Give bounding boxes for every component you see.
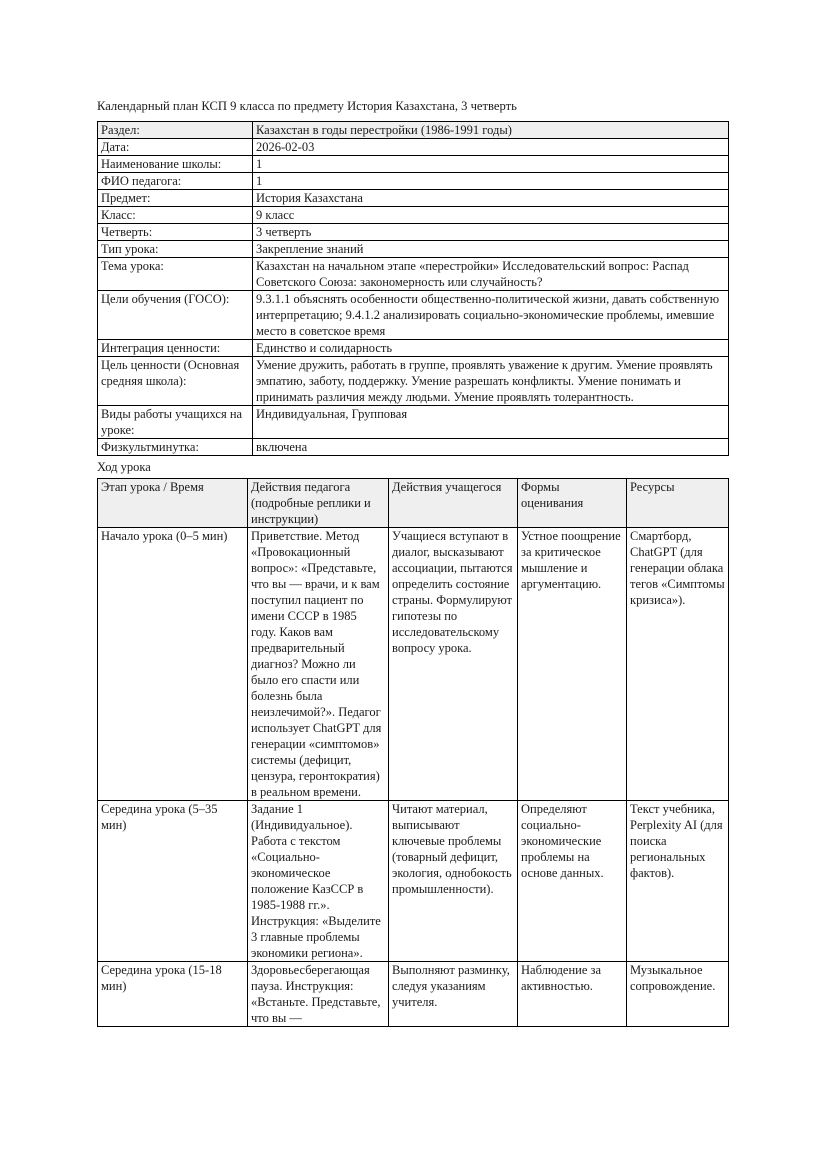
info-row-teacher [98, 173, 729, 190]
teacher-actions-cell: Здоровьесберегающая пауза. Инструкция: «Встаньте. Представьте, что вы — [248, 962, 389, 1027]
info-row-class [98, 207, 729, 224]
lesson-row-middle [98, 801, 729, 962]
info-label: Четверть: [98, 224, 253, 241]
page-title: Календарный план КСП 9 класса по предмету История Казахстана, 3 четверть [97, 99, 517, 113]
info-row-razdel [98, 122, 729, 139]
lesson-row-health-break [98, 962, 729, 1027]
info-row-subject [98, 190, 729, 207]
info-value: 3 четверть [253, 224, 729, 241]
student-actions-cell: Учащиеся вступают в диалог, высказывают ассоциации, пытаются определить состояние страны. Формулируют гипотезы по исследовательскому вопросу урока. [389, 528, 518, 801]
info-row-quarter [98, 224, 729, 241]
assessment-cell: Определяют социально-экономические проблемы на основе данных. [518, 801, 627, 962]
info-label: Цели обучения (ГОСО): [98, 291, 253, 340]
assessment-cell: Наблюдение за активностью. [518, 962, 627, 1027]
info-value: 2026-02-03 [253, 139, 729, 156]
info-value: Единство и солидарность [253, 340, 729, 357]
info-label: Раздел: [98, 122, 253, 139]
student-actions-cell: Выполняют разминку, следуя указаниям учителя. [389, 962, 518, 1027]
info-row-lesson-topic [98, 258, 729, 291]
info-label: Предмет: [98, 190, 253, 207]
column-header-resources: Ресурсы [627, 479, 729, 528]
info-row-values-integration [98, 340, 729, 357]
info-label: Наименование школы: [98, 156, 253, 173]
info-value: Казахстан в годы перестройки (1986-1991 годы) [253, 122, 729, 139]
info-label: Тема урока: [98, 258, 253, 291]
info-label: Дата: [98, 139, 253, 156]
column-header-assessment: Формы оценивания [518, 479, 627, 528]
info-value: Казахстан на начальном этапе «перестройки» Исследовательский вопрос: Распад Советского Союза: закономерность или случайность? [253, 258, 729, 291]
document-content [97, 99, 728, 1027]
column-header-teacher-actions: Действия педагога (подробные реплики и инструкции) [248, 479, 389, 528]
info-row-physical-break [98, 439, 729, 456]
info-value: включена [253, 439, 729, 456]
resources-cell: Музыкальное сопровождение. [627, 962, 729, 1027]
resources-cell: Текст учебника, Perplexity AI (для поиска региональных фактов). [627, 801, 729, 962]
info-value: 1 [253, 173, 729, 190]
info-value: История Казахстана [253, 190, 729, 207]
info-value: 9.3.1.1 объяснять особенности общественно-политической жизни, давать собственную интерпретацию; 9.4.1.2 анализировать социально-экономические проблемы, имевшие место в советское время [253, 291, 729, 340]
section-label: Ход урока [97, 460, 151, 474]
stage-cell: Середина урока (5–35 мин) [98, 801, 248, 962]
lesson-table [97, 478, 729, 1027]
assessment-cell: Устное поощрение за критическое мышление и аргументацию. [518, 528, 627, 801]
stage-cell: Середина урока (15-18 мин) [98, 962, 248, 1027]
teacher-actions-cell: Приветствие. Метод «Провокационный вопрос»: «Представьте, что вы — врачи, и к вам поступил пациент по имени СССР в 1985 году. Каков вам предварительный диагноз? Можно ли было его спасти или болезнь была неизлечимой?». Педагог использует ChatGPT для генерации «симптомов» системы (дефицит, цензура, геронтократия) в реальном времени. [248, 528, 389, 801]
info-row-goals [98, 291, 729, 340]
info-value: 9 класс [253, 207, 729, 224]
lesson-row-start [98, 528, 729, 801]
column-header-student-actions: Действия учащегося [389, 479, 518, 528]
info-label: ФИО педагога: [98, 173, 253, 190]
info-value: Индивидуальная, Групповая [253, 406, 729, 439]
info-row-work-types [98, 406, 729, 439]
info-value: 1 [253, 156, 729, 173]
lesson-table-header-row [98, 479, 729, 528]
info-label: Виды работы учащихся на уроке: [98, 406, 253, 439]
info-value: Умение дружить, работать в группе, проявлять уважение к другим. Умение проявлять эмпатию, заботу, поддержку. Умение разрешать конфликты. Умение понимать и принимать различия между людьми. Умение проявлять толерантность. [253, 357, 729, 406]
info-table [97, 121, 729, 456]
info-row-school [98, 156, 729, 173]
student-actions-cell: Читают материал, выписывают ключевые проблемы (товарный дефицит, экология, однобокость промышленности). [389, 801, 518, 962]
info-label: Интеграция ценности: [98, 340, 253, 357]
teacher-actions-cell: Задание 1 (Индивидуальное). Работа с текстом «Социально-экономическое положение КазССР в 1985-1988 гг.». Инструкция: «Выделите 3 главные проблемы экономики региона». [248, 801, 389, 962]
column-header-stage: Этап урока / Время [98, 479, 248, 528]
info-row-lesson-type [98, 241, 729, 258]
info-value: Закрепление знаний [253, 241, 729, 258]
info-row-data [98, 139, 729, 156]
stage-cell: Начало урока (0–5 мин) [98, 528, 248, 801]
info-label: Тип урока: [98, 241, 253, 258]
info-label: Физкультминутка: [98, 439, 253, 456]
resources-cell: Смартборд, ChatGPT (для генерации облака тегов «Симптомы кризиса»). [627, 528, 729, 801]
info-label: Цель ценности (Основная средняя школа): [98, 357, 253, 406]
info-row-values-goal [98, 357, 729, 406]
info-label: Класс: [98, 207, 253, 224]
